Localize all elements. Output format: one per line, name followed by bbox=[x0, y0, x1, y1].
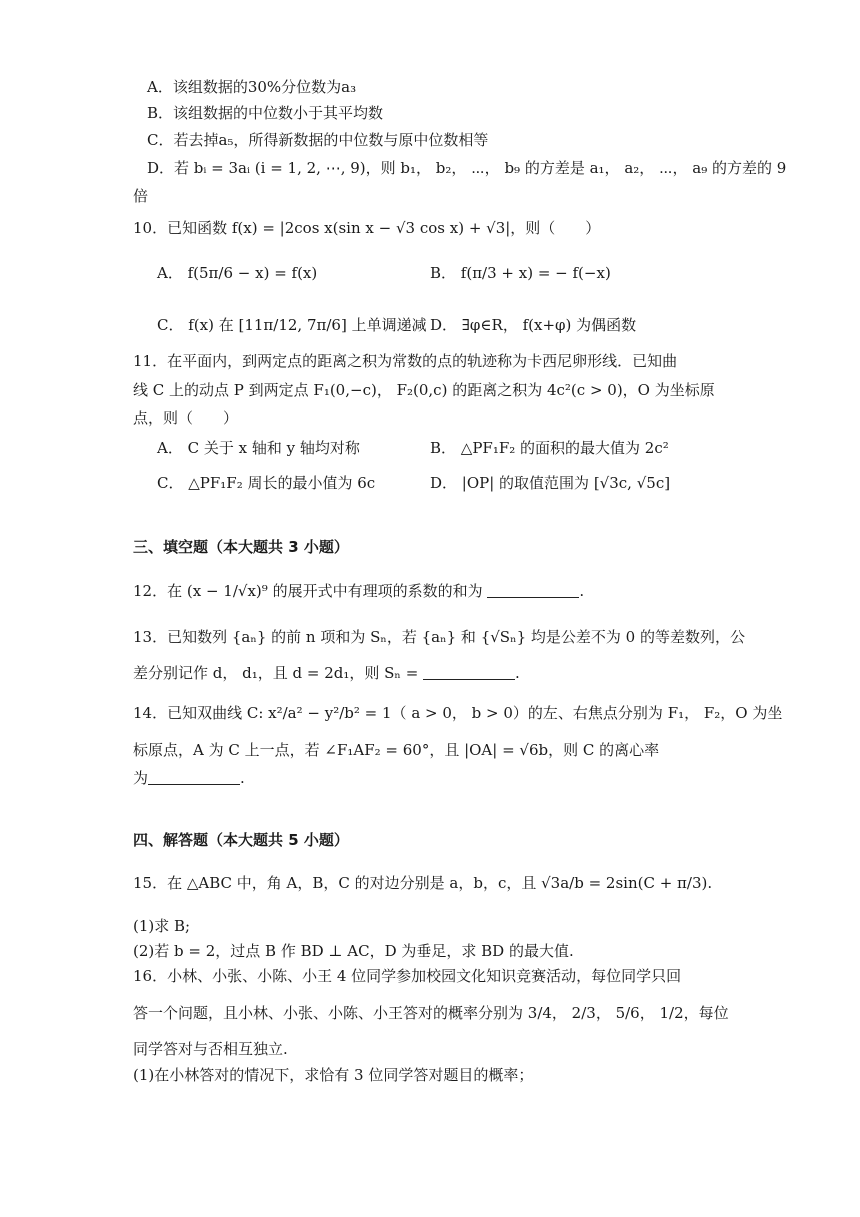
q11-option-c: C． △PF₁F₂ 周长的最小值为 6c bbox=[157, 474, 376, 492]
q16-line3: 同学答对与否相互独立. bbox=[133, 1040, 288, 1058]
q13-end: . bbox=[515, 664, 520, 682]
q13-answer-blank[interactable] bbox=[423, 665, 515, 680]
q13-line2 bbox=[133, 664, 520, 682]
q12-suffix: 的展开式中有理项的系数的和为 bbox=[272, 582, 483, 600]
q14-line2: 标原点，A 为 C 上一点，若 ∠F₁AF₂ = 60°，且 |OA| = √6b，则 C 的离心率 bbox=[133, 741, 660, 759]
q10-option-a: A． f(5π/6 − x) = f(x) bbox=[157, 264, 318, 282]
section-heading-fill-in: 三、填空题（本大题共 3 小题） bbox=[133, 538, 349, 556]
q16-line2: 答一个问题，且小林、小张、小陈、小王答对的概率分别为 3/4， 2/3， 5/6， 1/2，每位 bbox=[133, 1004, 729, 1022]
q11-line2: 线 C 上的动点 P 到两定点 F₁(0,−c)， F₂(0,c) 的距离之积为 4c²(c > 0)，O 为坐标原 bbox=[133, 381, 715, 399]
q14-line3-text: 为 bbox=[133, 769, 149, 787]
q12-answer-blank[interactable] bbox=[487, 583, 579, 598]
q10-option-b: B． f(π/3 + x) = − f(−x) bbox=[430, 264, 611, 282]
q15-part2: (2)若 b = 2，过点 B 作 BD ⊥ AC，D 为垂足，求 BD 的最大值. bbox=[133, 942, 574, 960]
q9-option-d-line2: 倍 bbox=[133, 187, 149, 205]
q10-option-d: D． ∃φ∈R， f(x+φ) 为偶函数 bbox=[430, 316, 637, 334]
q14-answer-blank[interactable] bbox=[148, 770, 240, 785]
q16-line1: 16．小林、小张、小陈、小王 4 位同学参加校园文化知识竞赛活动，每位同学只回 bbox=[133, 967, 682, 985]
q11-option-b: B． △PF₁F₂ 的面积的最大值为 2c² bbox=[430, 439, 669, 457]
q15-part1: (1)求 B; bbox=[133, 917, 191, 935]
section-heading-solutions: 四、解答题（本大题共 5 小题） bbox=[133, 831, 349, 849]
q11-option-a: A． C 关于 x 轴和 y 轴均对称 bbox=[157, 439, 360, 457]
q13-line2-text: 差分别记作 d， d₁，且 d = 2d₁，则 Sₙ = bbox=[133, 664, 419, 682]
q14-line1: 14．已知双曲线 C: x²/a² − y²/b² = 1（ a > 0， b > 0）的左、右焦点分别为 F₁， F₂，O 为坐 bbox=[133, 704, 783, 722]
q14-end: . bbox=[240, 769, 245, 787]
q10-stem: 10．已知函数 f(x) = |2cos x(sin x − √3 cos x) + √3|，则（ ） bbox=[133, 219, 601, 237]
q9-option-d-line1: D．若 bᵢ = 3aᵢ (i = 1, 2, ⋯, 9)，则 b₁， b₂， ⋯， b₉ 的方差是 a₁， a₂， ⋯， a₉ 的方差的 9 bbox=[147, 159, 787, 177]
q16-part1: (1)在小林答对的情况下，求恰有 3 位同学答对题目的概率； bbox=[133, 1066, 534, 1084]
q10-option-c: C． f(x) 在 [11π/12, 7π/6] 上单调递减 bbox=[157, 316, 427, 334]
q9-option-a: A．该组数据的30%分位数为a₃ bbox=[147, 78, 357, 96]
q12 bbox=[133, 582, 584, 600]
q9-option-b: B．该组数据的中位数小于其平均数 bbox=[147, 104, 384, 122]
q14-line3 bbox=[133, 769, 245, 787]
q15-stem: 15．在 △ABC 中，角 A，B，C 的对边分别是 a，b，c，且 √3a/b = 2sin(C + π/3). bbox=[133, 874, 713, 892]
q9-option-c: C．若去掉a₅，所得新数据的中位数与原中位数相等 bbox=[147, 131, 489, 149]
q12-prefix: 12．在 bbox=[133, 582, 183, 600]
q11-option-d: D． |OP| 的取值范围为 [√3c, √5c] bbox=[430, 474, 671, 492]
q12-expression: (x − 1/√x)⁹ bbox=[186, 582, 268, 600]
q11-line1: 11．在平面内，到两定点的距离之积为常数的点的轨迹称为卡西尼卵形线．已知曲 bbox=[133, 352, 678, 370]
q13-line1: 13．已知数列 {aₙ} 的前 n 项和为 Sₙ，若 {aₙ} 和 {√Sₙ} 均是公差不为 0 的等差数列，公 bbox=[133, 628, 745, 646]
q11-line3: 点，则（ ） bbox=[133, 409, 239, 427]
q12-end: . bbox=[579, 582, 585, 600]
